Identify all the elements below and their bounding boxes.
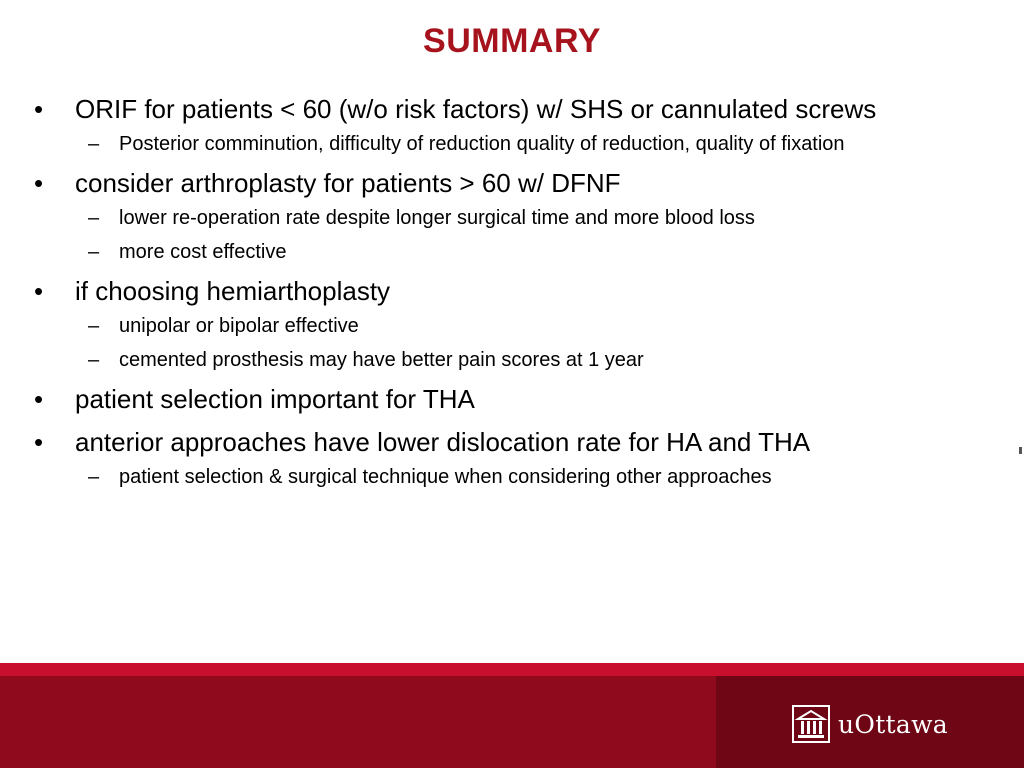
- bullet-item: [0, 425, 1024, 460]
- sub-bullet-text: Posterior comminution, difficulty of reduction quality of reduction, quality of fixation: [119, 133, 845, 155]
- bullet-text: anterior approaches have lower dislocation rate for HA and THA: [75, 427, 811, 457]
- sub-bullet-text: patient selection & surgical technique when considering other approaches: [119, 466, 772, 488]
- edge-mark: [1019, 447, 1022, 454]
- sub-bullet-marker: –: [88, 133, 100, 155]
- slide-title: SUMMARY: [423, 22, 601, 60]
- bullet-marker: •: [34, 168, 44, 198]
- bullet-item: [0, 382, 1024, 417]
- bullet-text: consider arthroplasty for patients > 60 w/ DFNF: [75, 168, 621, 198]
- bullet-item: [0, 92, 1024, 127]
- bullet-text: if choosing hemiarthoplasty: [75, 276, 391, 306]
- bullet-list: [0, 92, 1024, 497]
- bullet-text: ORIF for patients < 60 (w/o risk factors) w/ SHS or cannulated screws: [75, 94, 877, 124]
- bullet-marker: •: [34, 427, 44, 457]
- bullet-text: patient selection important for THA: [75, 384, 475, 414]
- bullet-marker: •: [34, 276, 44, 306]
- sub-bullet-item: [0, 130, 1024, 158]
- bullet-marker: •: [34, 384, 44, 414]
- bullet-marker: •: [34, 94, 44, 124]
- footer-stripe: [0, 663, 1024, 676]
- sub-bullet-item: [0, 204, 1024, 232]
- sub-bullet-text: more cost effective: [119, 241, 287, 263]
- sub-bullet-text: unipolar or bipolar effective: [119, 315, 359, 337]
- sub-bullet-marker: –: [88, 315, 100, 337]
- sub-bullet-marker: –: [88, 207, 100, 229]
- sub-bullet-text: lower re-operation rate despite longer surgical time and more blood loss: [119, 207, 755, 229]
- bullet-item: [0, 274, 1024, 309]
- sub-bullet-item: [0, 312, 1024, 340]
- sub-bullet-item: [0, 346, 1024, 374]
- sub-bullet-marker: –: [88, 241, 100, 263]
- logo-text: uOttawa: [838, 709, 948, 739]
- sub-bullet-marker: –: [88, 466, 100, 488]
- sub-bullet-text: cemented prosthesis may have better pain scores at 1 year: [119, 349, 644, 371]
- university-building-icon: [792, 705, 830, 743]
- bullet-item: [0, 166, 1024, 201]
- sub-bullet-item: [0, 463, 1024, 491]
- sub-bullet-marker: –: [88, 349, 100, 371]
- sub-bullet-item: [0, 238, 1024, 266]
- uottawa-logo: [792, 705, 948, 743]
